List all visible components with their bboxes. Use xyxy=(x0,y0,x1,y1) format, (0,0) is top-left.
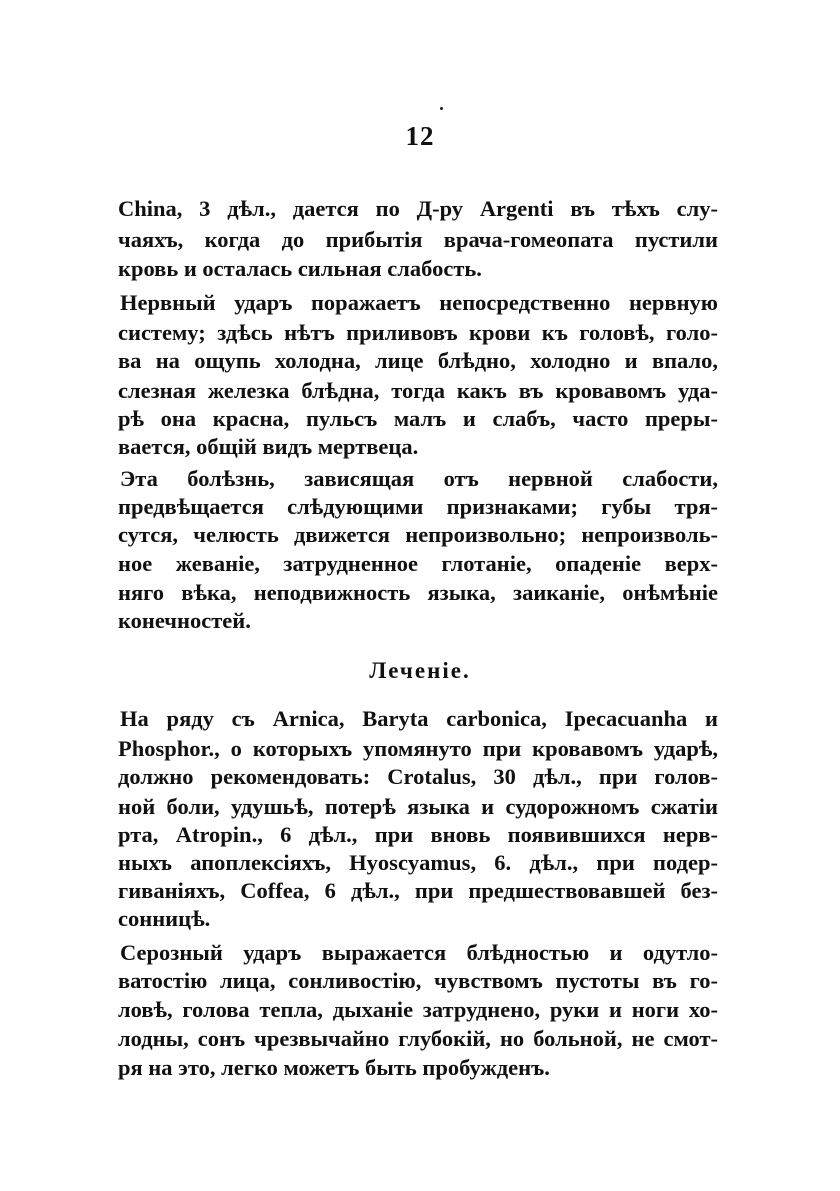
text-line: China, 3 дѣл., дается по Д-ру Argenti въ тѣхъ слу- xyxy=(118,196,718,221)
text-line: рта, Atropin., 6 дѣл., при вновь появившихся нерв- xyxy=(118,822,718,847)
text-line: должно рекомендовать: Crotalus, 30 дѣл., при голов- xyxy=(118,764,718,789)
text-line: вается, общій видъ мертвеца. xyxy=(118,434,419,459)
text-line: слезная железка блѣдна, тогда какъ въ кровавомъ уда- xyxy=(118,378,718,403)
text-line: ное жеваніе, затрудненное глотаніе, опаденіе верх- xyxy=(118,551,718,576)
text-line: ной боли, удушьѣ, потерѣ языка и судорожномъ сжатіи xyxy=(118,794,718,819)
text-line: няго вѣка, неподвижность языка, заиканіе, онѣмѣніе xyxy=(118,580,718,605)
speck-mark xyxy=(440,107,443,110)
text-line: лодны, сонъ чрезвычайно глубокій, но больной, не смот- xyxy=(118,1026,718,1051)
text-line: ныхъ апоплексіяхъ, Hyoscyamus, 6. дѣл., при подер- xyxy=(118,850,718,875)
text-line: Серозный ударъ выражается блѣдностью и одутло- xyxy=(120,940,718,965)
text-line: чаяхъ, когда до прибытія врача-гомеопата пустили xyxy=(118,227,718,252)
text-line: кровь и осталась сильная слабость. xyxy=(118,256,482,281)
text-line: Эта болѣзнь, зависящая отъ нервной слабости, xyxy=(120,466,718,491)
text-line: предвѣщается слѣдующими признаками; губы тря- xyxy=(118,494,718,519)
section-heading: Леченіе. xyxy=(369,658,471,683)
text-line: Phosphor., о которыхъ упомянуто при кровавомъ ударѣ, xyxy=(118,736,718,761)
text-line: сутся, челюсть движется непроизвольно; непроизволь- xyxy=(118,522,718,547)
text-line: ловѣ, голова тепла, дыханіе затруднено, руки и ноги хо- xyxy=(118,997,718,1022)
text-line: конечностей. xyxy=(118,608,251,633)
text-line: рѣ она красна, пульсъ малъ и слабъ, часто преры- xyxy=(118,406,718,431)
text-line: систему; здѣсь нѣтъ приливовъ крови къ головѣ, голо- xyxy=(118,320,718,345)
text-line: ря на это, легко можетъ быть пробужденъ. xyxy=(118,1055,550,1080)
text-line: ватостію лица, сонливостію, чувствомъ пустоты въ го- xyxy=(118,968,718,993)
text-line: На ряду съ Arnica, Baryta carbonica, Ipecacuanha и xyxy=(120,706,718,731)
text-line: гиваніяхъ, Coffea, 6 дѣл., при предшествовавшей без- xyxy=(118,878,718,903)
text-line: сонницѣ. xyxy=(118,906,211,931)
text-line: ва на ощупь холодна, лице блѣдно, холодно и впало, xyxy=(118,348,718,373)
text-line: Нервный ударъ поражаетъ непосредственно нервную xyxy=(120,290,718,315)
page-number: 12 xyxy=(405,121,435,151)
